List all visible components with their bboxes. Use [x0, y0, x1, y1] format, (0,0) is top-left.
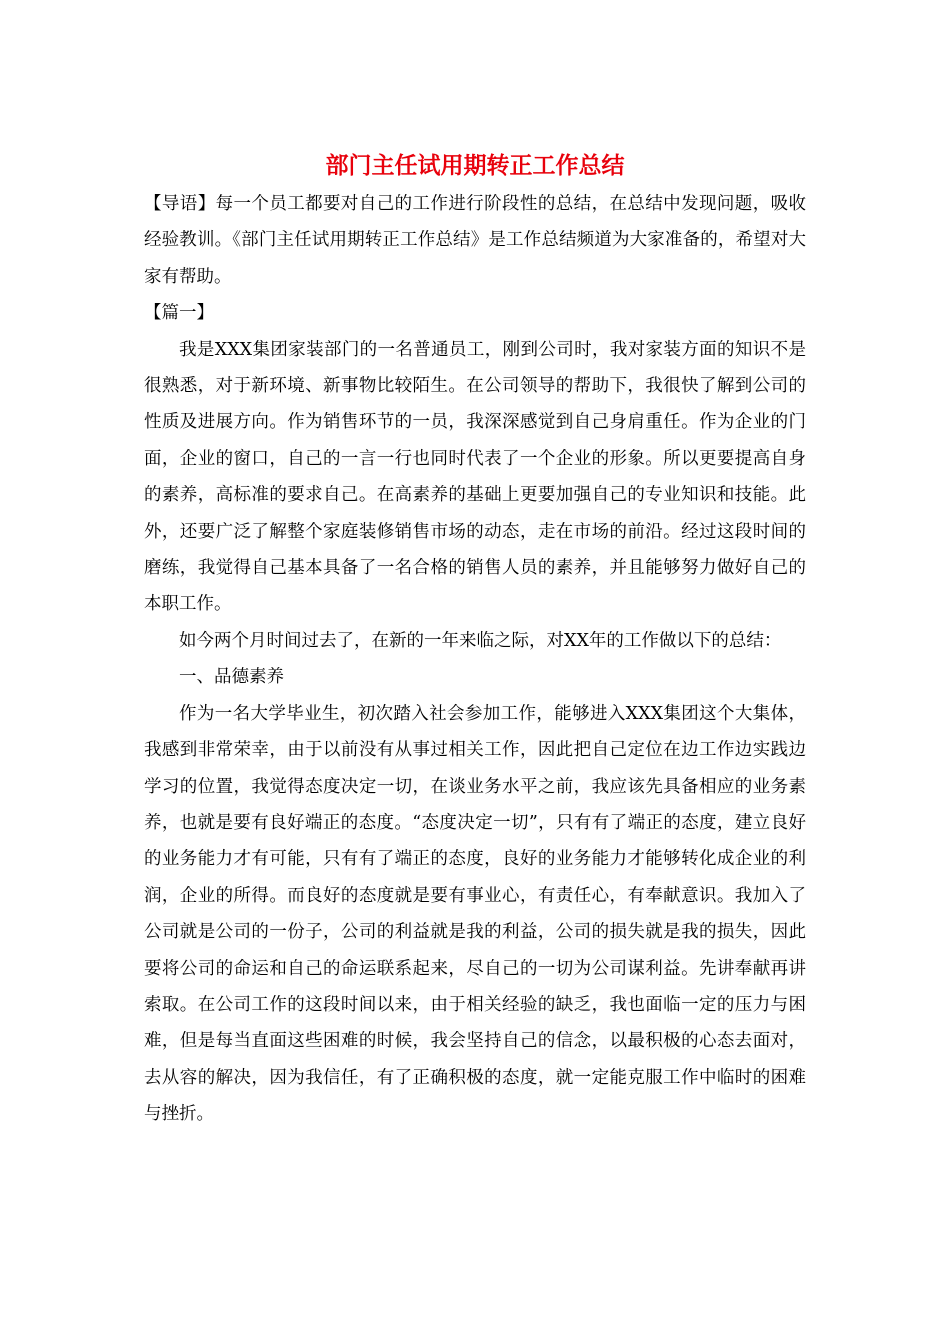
body-paragraph-3: 作为一名大学毕业生，初次踏入社会参加工作，能够进入XXX集团这个大集体，我感到非常荣幸，由于以前没有从事过相关工作，因此把自己定位在边工作边实践边学习的位置，我觉得态度决定一切，在谈业务水平之前，我应该先具备相应的业务素养，也就是要有良好端正的态度。“态度决定一切”，只有有了端正的态度，建立良好的业务能力才有可能，只有有了端正的态度，良好的业务能力才能够转化成企业的利润，企业的所得。而良好的态度就是要有事业心，有责任心，有奉献意识。我加入了公司就是公司的一份子，公司的利益就是我的利益，公司的损失就是我的损失，因此要将公司的命运和自己的命运联系起来，尽自己的一切为公司谋利益。先讲奉献再讲索取。在公司工作的这段时间以来，由于相关经验的缺乏，我也面临一定的压力与困难，但是每当直面这些困难的时候，我会坚持自己的信念，以最积极的心态去面对，去从容的解决，因为我信任，有了正确积极的态度，就一定能克服工作中临时的困难与挫折。 [144, 703, 806, 1125]
section-label: 【篇一】 [144, 303, 214, 324]
document-title: 部门主任试用期转正工作总结 [325, 153, 625, 179]
lead-paragraph: 【导语】每一个员工都要对自己的工作进行阶段性的总结，在总结中发现问题，吸收经验教训。《部门主任试用期转正工作总结》是工作总结频道为大家准备的，希望对大家有帮助。 [144, 194, 806, 287]
body-paragraph-2: 如今两个月时间过去了，在新的一年来临之际，对XX年的工作做以下的总结： [179, 630, 782, 651]
section-heading-1: 一、品德素养 [179, 667, 284, 688]
document-body [144, 146, 806, 1133]
body-paragraph-1: 我是XXX集团家装部门的一名普通员工，刚到公司时，我对家装方面的知识不是很熟悉，对于新环境、新事物比较陌生。在公司领导的帮助下，我很快了解到公司的性质及进展方向。作为销售环节的一员，我深深感觉到自己身肩重任。作为企业的门面，企业的窗口，自己的一言一行也同时代表了一个企业的形象。所以更要提高自身的素养，高标准的要求自己。在高素养的基础上更要加强自己的专业知识和技能。此外，还要广泛了解整个家庭装修销售市场的动态，走在市场的前沿。经过这段时间的磨练，我觉得自己基本具备了一名合格的销售人员的素养，并且能够努力做好自己的本职工作。 [144, 339, 806, 615]
